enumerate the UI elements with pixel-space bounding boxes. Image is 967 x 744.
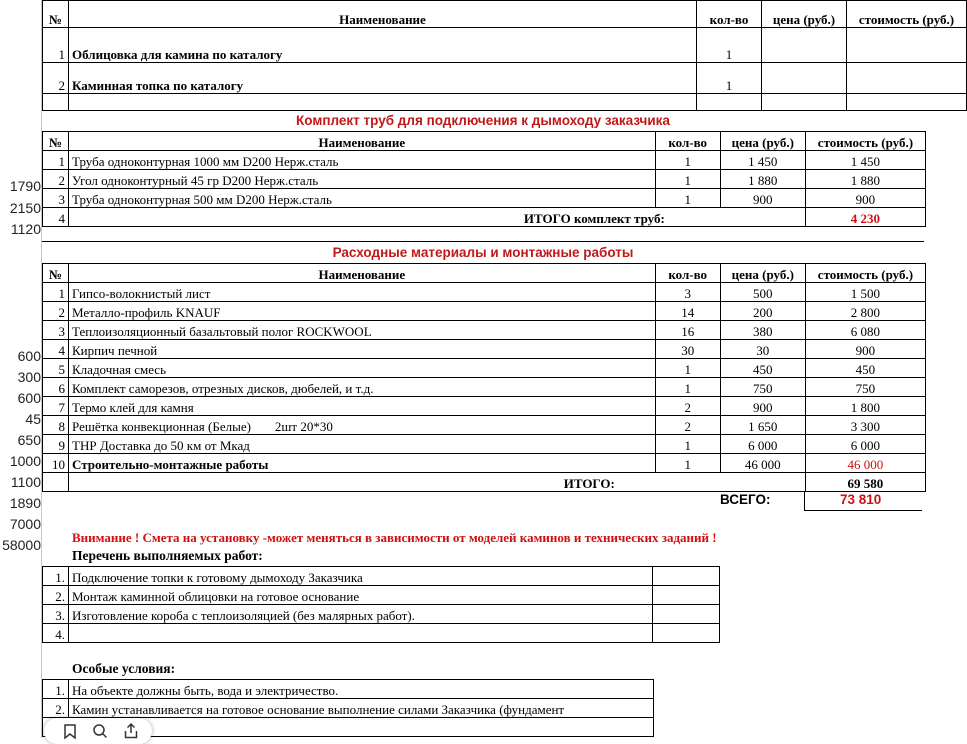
side-number: 300 bbox=[17, 369, 41, 385]
row-qty: 1 bbox=[655, 170, 720, 189]
row-text bbox=[69, 624, 653, 643]
row-num: 3 bbox=[43, 189, 69, 208]
row-name: Теплоизоляционный базальтовый полог ROCKWOOL bbox=[69, 321, 656, 340]
row-extra bbox=[653, 605, 720, 624]
row-cost: 46 000 bbox=[805, 454, 925, 473]
table-row bbox=[43, 302, 926, 321]
row-extra bbox=[653, 586, 720, 605]
side-number: 1890 bbox=[9, 495, 41, 511]
row-qty: 1 bbox=[655, 151, 720, 170]
row-cost: 1 880 bbox=[805, 170, 925, 189]
row-cost: 3 300 bbox=[805, 416, 925, 435]
row-text: Подключение топки к готовому дымоходу Заказчика bbox=[69, 567, 653, 586]
table-row bbox=[43, 435, 926, 454]
conditions-title: Особые условия: bbox=[72, 661, 176, 676]
row-name: Труба одноконтурная 500 мм D200 Нерж.сталь bbox=[69, 189, 656, 208]
row-num: 1 bbox=[43, 283, 69, 302]
row-cost: 6 080 bbox=[805, 321, 925, 340]
side-number: 600 bbox=[17, 348, 41, 364]
header-row bbox=[43, 264, 926, 283]
row-num: 4 bbox=[43, 208, 69, 227]
row-cost: 6 000 bbox=[805, 435, 925, 454]
pipes-total-label: ИТОГО комплект труб: bbox=[69, 208, 806, 227]
col-num-header: № bbox=[43, 264, 69, 283]
table-row bbox=[43, 151, 926, 170]
grand-total-label: ВСЕГО: bbox=[720, 492, 771, 507]
col-price-header: цена (руб.) bbox=[720, 264, 805, 283]
row-cost bbox=[847, 63, 967, 94]
side-number: 58000 bbox=[2, 537, 41, 553]
row-qty: 30 bbox=[655, 340, 720, 359]
row-cost bbox=[847, 28, 967, 63]
row-name bbox=[69, 416, 656, 435]
col-name-header: Наименование bbox=[69, 132, 656, 151]
col-name-header: Наименование bbox=[69, 1, 697, 28]
row-qty: 1 bbox=[655, 189, 720, 208]
divider bbox=[804, 491, 805, 511]
row-num: 2 bbox=[43, 63, 69, 94]
search-icon[interactable] bbox=[92, 723, 108, 739]
row-qty: 1 bbox=[655, 435, 720, 454]
row-text: Камин устанавливается на готовое основание выполнение силами Заказчика (фундамент bbox=[69, 699, 654, 718]
row-cost: 2 800 bbox=[805, 302, 925, 321]
row-num: 7 bbox=[43, 397, 69, 416]
materials-total-label: ИТОГО: bbox=[69, 473, 806, 492]
row-cost: 750 bbox=[805, 378, 925, 397]
row-qty: 1 bbox=[697, 28, 762, 63]
row-extra bbox=[653, 624, 720, 643]
materials-total-value: 69 580 bbox=[805, 473, 925, 492]
row-num: 4. bbox=[43, 624, 69, 643]
materials-total-row bbox=[43, 473, 926, 492]
table-row bbox=[43, 321, 926, 340]
row-num: 1. bbox=[43, 567, 69, 586]
row-price: 450 bbox=[720, 359, 805, 378]
row-name: Гипсо-волокнистый лист bbox=[69, 283, 656, 302]
row-num: 3. bbox=[43, 605, 69, 624]
col-qty-header: кол-во bbox=[697, 1, 762, 28]
materials-table bbox=[42, 263, 926, 492]
col-cost-header: стоимость (руб.) bbox=[805, 132, 925, 151]
row-num: 1 bbox=[43, 28, 69, 63]
row-name: Строительно-монтажные работы bbox=[69, 454, 656, 473]
col-price-header: цена (руб.) bbox=[720, 132, 805, 151]
bottom-toolbar bbox=[44, 718, 152, 744]
table-row bbox=[43, 283, 926, 302]
row-cost: 450 bbox=[805, 359, 925, 378]
row-num: 2. bbox=[43, 586, 69, 605]
row-num: 10 bbox=[43, 454, 69, 473]
pipes-total-row bbox=[43, 208, 926, 227]
row-price bbox=[762, 63, 847, 94]
bookmark-icon[interactable] bbox=[64, 724, 76, 739]
side-number: 600 bbox=[17, 390, 41, 406]
table-row bbox=[43, 454, 926, 473]
row-cost: 1 450 bbox=[805, 151, 925, 170]
row-price: 900 bbox=[720, 189, 805, 208]
col-qty-header: кол-во bbox=[655, 132, 720, 151]
row-qty: 2 bbox=[655, 416, 720, 435]
row-num: 1. bbox=[43, 680, 69, 699]
row-name: Термо клей для камня bbox=[69, 397, 656, 416]
row-qty: 14 bbox=[655, 302, 720, 321]
empty-row bbox=[43, 94, 967, 111]
table-row bbox=[43, 189, 926, 208]
pipes-section-title: Комплект труб для подключения к дымоходу заказчика bbox=[296, 113, 670, 128]
row-name: Металло-профиль KNAUF bbox=[69, 302, 656, 321]
row-qty: 1 bbox=[655, 378, 720, 397]
side-number: 1100 bbox=[10, 474, 41, 490]
row-cost: 900 bbox=[805, 340, 925, 359]
warning-text: Внимание ! Смета на установку -может меняться в зависимости от моделей каминов и технических заданий ! bbox=[72, 530, 717, 545]
row-num: 9 bbox=[43, 435, 69, 454]
table-row bbox=[43, 605, 720, 624]
side-number: 45 bbox=[25, 411, 41, 427]
table-row bbox=[43, 624, 720, 643]
row-num: 2 bbox=[43, 302, 69, 321]
row-price: 200 bbox=[720, 302, 805, 321]
side-number: 7000 bbox=[9, 516, 41, 532]
table-row bbox=[43, 340, 926, 359]
table-row bbox=[43, 63, 967, 94]
table-row bbox=[43, 699, 654, 718]
row-price: 500 bbox=[720, 283, 805, 302]
table-row bbox=[43, 586, 720, 605]
row-price: 30 bbox=[720, 340, 805, 359]
row-qty: 1 bbox=[655, 359, 720, 378]
share-icon[interactable] bbox=[124, 723, 138, 739]
side-number: 1000 bbox=[9, 453, 41, 469]
table-row bbox=[43, 170, 926, 189]
row-price: 6 000 bbox=[720, 435, 805, 454]
table-row bbox=[43, 416, 926, 435]
divider bbox=[804, 510, 922, 511]
row-price: 1 650 bbox=[720, 416, 805, 435]
side-number: 1120 bbox=[10, 221, 41, 237]
table-row bbox=[43, 397, 926, 416]
row-price bbox=[762, 28, 847, 63]
works-table bbox=[42, 566, 720, 643]
row-num: 6 bbox=[43, 378, 69, 397]
row-name: Труба одноконтурная 1000 мм D200 Нерж.сталь bbox=[69, 151, 656, 170]
side-number: 650 bbox=[17, 432, 41, 448]
row-name-extra: 2шт 20*30 bbox=[274, 419, 333, 434]
row-name: Кирпич печной bbox=[69, 340, 656, 359]
grand-total-value: 73 810 bbox=[840, 492, 882, 507]
row-price: 750 bbox=[720, 378, 805, 397]
divider bbox=[42, 241, 924, 242]
row-name-text: Решётка конвекционная (Белые) bbox=[72, 419, 251, 434]
header-row bbox=[43, 132, 926, 151]
row-cost: 900 bbox=[805, 189, 925, 208]
row-num: 8 bbox=[43, 416, 69, 435]
row-num: 1 bbox=[43, 151, 69, 170]
row-qty: 2 bbox=[655, 397, 720, 416]
col-qty-header: кол-во bbox=[655, 264, 720, 283]
side-number: 1790 bbox=[9, 178, 41, 194]
row-num: 2 bbox=[43, 170, 69, 189]
pipes-table bbox=[42, 131, 926, 227]
row-text: Монтаж каминной облицовки на готовое основание bbox=[69, 586, 653, 605]
row-name: Кладочная смесь bbox=[69, 359, 656, 378]
row-price: 1 880 bbox=[720, 170, 805, 189]
row-qty: 16 bbox=[655, 321, 720, 340]
materials-section-title: Расходные материалы и монтажные работы bbox=[332, 245, 634, 260]
row-num bbox=[43, 473, 69, 492]
col-cost-header: стоимость (руб.) bbox=[805, 264, 925, 283]
col-num-header: № bbox=[43, 1, 69, 28]
row-name: ТНР Доставка до 50 км от Мкад bbox=[69, 435, 656, 454]
row-name: Угол одноконтурный 45 гр D200 Нерж.сталь bbox=[69, 170, 656, 189]
row-name: Облицовка для камина по каталогу bbox=[69, 28, 697, 63]
row-name: Каминная топка по каталогу bbox=[69, 63, 697, 94]
row-qty: 1 bbox=[697, 63, 762, 94]
table-row bbox=[43, 378, 926, 397]
row-qty: 3 bbox=[655, 283, 720, 302]
row-text: На объекте должны быть, вода и электричество. bbox=[69, 680, 654, 699]
table-row bbox=[43, 567, 720, 586]
row-qty: 1 bbox=[655, 454, 720, 473]
row-extra bbox=[653, 567, 720, 586]
row-num: 2. bbox=[43, 699, 69, 718]
header-row bbox=[43, 1, 967, 28]
works-title: Перечень выполняемых работ: bbox=[72, 548, 263, 563]
side-number: 2150 bbox=[9, 200, 41, 216]
row-text: Изготовление короба с теплоизоляцией (без малярных работ). bbox=[69, 605, 653, 624]
col-name-header: Наименование bbox=[69, 264, 656, 283]
row-price: 380 bbox=[720, 321, 805, 340]
row-price: 46 000 bbox=[720, 454, 805, 473]
table-row bbox=[43, 680, 654, 699]
row-price: 900 bbox=[720, 397, 805, 416]
row-num: 5 bbox=[43, 359, 69, 378]
main-items-table bbox=[42, 0, 967, 111]
table-row bbox=[43, 28, 967, 63]
row-num: 3 bbox=[43, 321, 69, 340]
pipes-total-value: 4 230 bbox=[805, 208, 925, 227]
col-price-header: цена (руб.) bbox=[762, 1, 847, 28]
table-row bbox=[43, 359, 926, 378]
row-price: 1 450 bbox=[720, 151, 805, 170]
row-num: 4 bbox=[43, 340, 69, 359]
col-num-header: № bbox=[43, 132, 69, 151]
row-cost: 1 800 bbox=[805, 397, 925, 416]
col-cost-header: стоимость (руб.) bbox=[847, 1, 967, 28]
row-name: Комплект саморезов, отрезных дисков, дюбелей, и т.д. bbox=[69, 378, 656, 397]
row-cost: 1 500 bbox=[805, 283, 925, 302]
